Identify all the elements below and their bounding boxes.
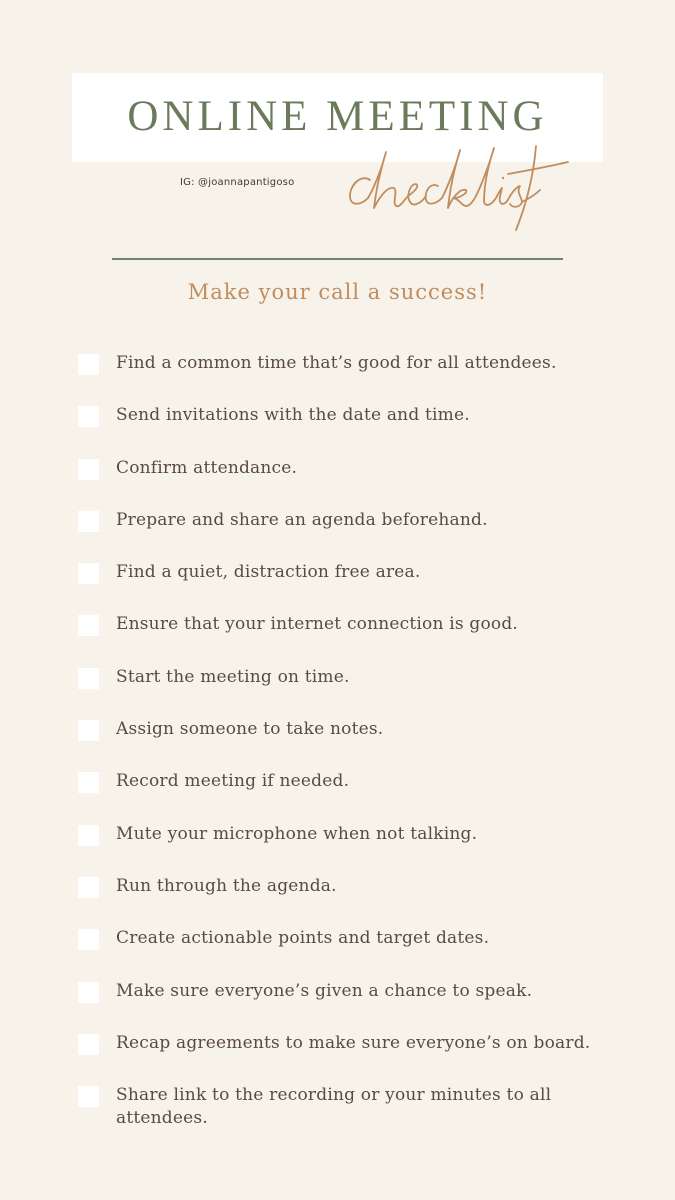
checklist-item-text: Mute your microphone when not talking.: [116, 823, 478, 844]
checklist-item-text: Prepare and share an agenda beforehand.: [116, 509, 488, 530]
checklist-item-text: Confirm attendance.: [116, 457, 298, 478]
checkbox[interactable]: [78, 1034, 99, 1055]
checklist-item: [78, 1082, 638, 1134]
checkbox[interactable]: [78, 459, 99, 480]
checklist-item-text: Create actionable points and target dates.: [116, 928, 490, 949]
checklist-item-text: Record meeting if needed.: [116, 771, 350, 792]
checklist-item-text: Start the meeting on time.: [116, 666, 350, 687]
checklist: [78, 350, 638, 1134]
checkbox[interactable]: [78, 720, 99, 741]
subtitle: Make your call a success!: [187, 280, 488, 304]
page-title: ONLINE MEETING: [127, 93, 548, 140]
checklist-item: [78, 925, 638, 977]
checkbox[interactable]: [78, 511, 99, 532]
checkbox[interactable]: [78, 1086, 99, 1107]
checklist-item: [78, 978, 638, 1030]
checkbox[interactable]: [78, 982, 99, 1003]
checklist-item: [78, 664, 638, 716]
checklist-item: [78, 611, 638, 663]
checklist-item-text: Assign someone to take notes.: [116, 719, 384, 740]
checklist-item: [78, 455, 638, 507]
checkbox[interactable]: [78, 877, 99, 898]
checklist-item: [78, 873, 638, 925]
checklist-item-text: Share link to the recording or your minutes to all attendees.: [116, 1085, 552, 1129]
checklist-item-text: Run through the agenda.: [116, 875, 337, 896]
checklist-item-text: Recap agreements to make sure everyone’s on board.: [116, 1032, 591, 1053]
checklist-item: [78, 559, 638, 611]
divider: [112, 258, 563, 260]
checkbox[interactable]: [78, 406, 99, 427]
checklist-item-text: Find a common time that’s good for all attendees.: [116, 353, 557, 373]
checklist-item: [78, 402, 638, 454]
instagram-handle: IG: @joannapantigoso: [180, 177, 295, 188]
checklist-item: [78, 350, 638, 402]
checklist-item: [78, 1030, 638, 1082]
checkbox[interactable]: [78, 825, 99, 846]
checklist-script-logo: [340, 140, 575, 235]
checkbox[interactable]: [78, 563, 99, 584]
checklist-item: [78, 507, 638, 559]
checklist-item: [78, 768, 638, 820]
checkbox[interactable]: [78, 354, 99, 375]
checklist-item-text: Ensure that your internet connection is good.: [116, 614, 519, 635]
checkbox[interactable]: [78, 929, 99, 950]
checkbox[interactable]: [78, 772, 99, 793]
checklist-item: [78, 821, 638, 873]
checklist-item: [78, 716, 638, 768]
checklist-item-text: Make sure everyone’s given a chance to speak.: [116, 980, 533, 1001]
checklist-item-text: Send invitations with the date and time.: [116, 405, 470, 426]
checkbox[interactable]: [78, 615, 99, 636]
checkbox[interactable]: [78, 668, 99, 689]
checklist-item-text: Find a quiet, distraction free area.: [116, 562, 421, 583]
